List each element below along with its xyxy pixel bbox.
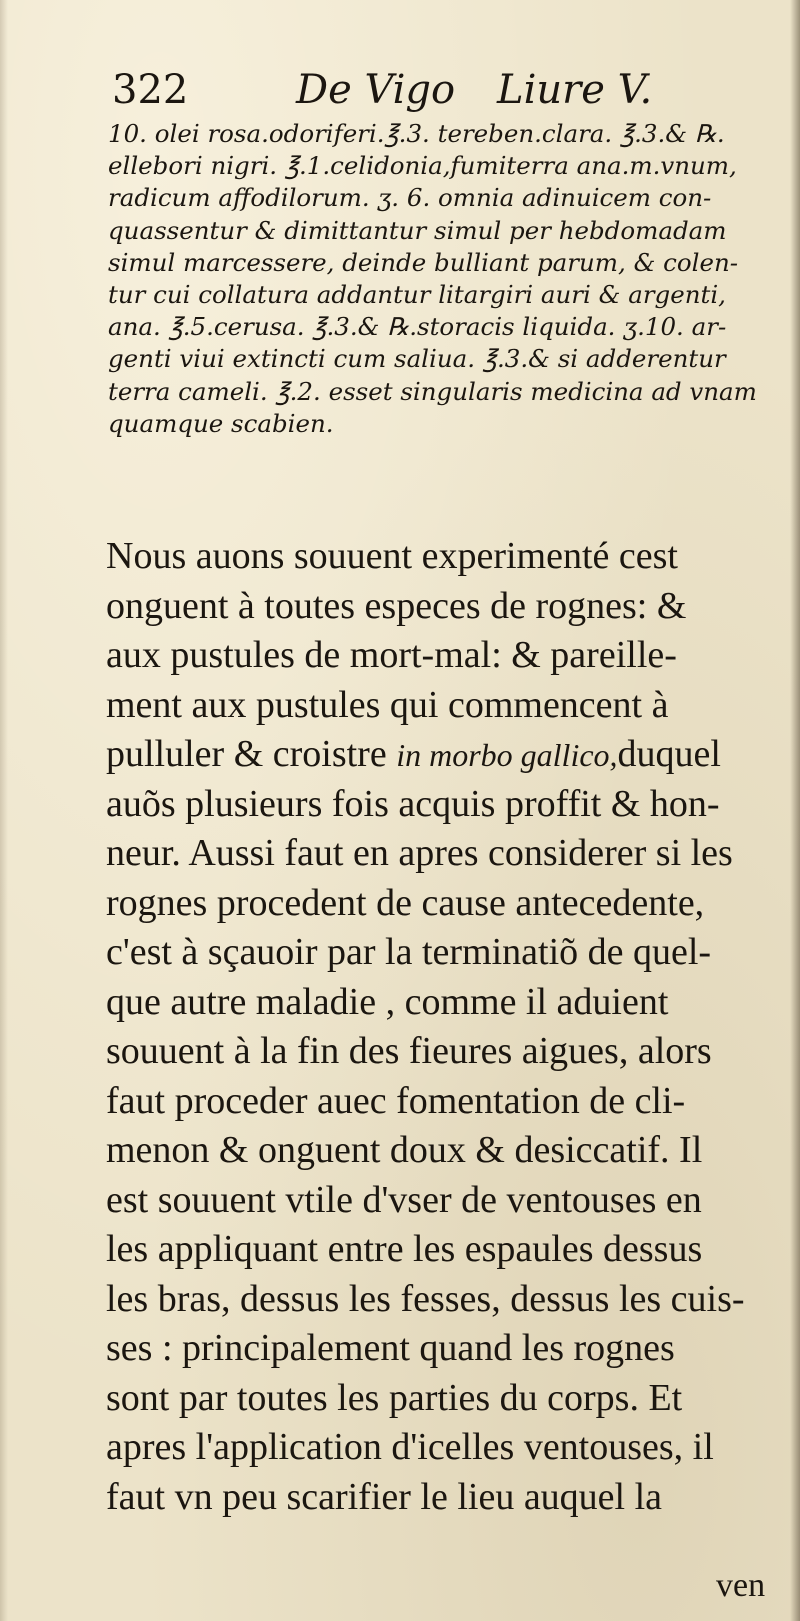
- latin-line: quassentur & dimittantur simul per hebdomadam: [108, 215, 727, 245]
- page-number: 322: [112, 67, 189, 113]
- latin-line: tur cui collatura addantur litargiri auri & argenti,: [108, 279, 726, 309]
- book-label: Liure V.: [497, 67, 653, 113]
- catchword: ven: [716, 1567, 766, 1604]
- french-line: faut vn peu scarifier le lieu auquel la: [106, 1475, 663, 1518]
- latin-line: ellebori nigri. ℥.1.celidonia,fumiterra ana.m.vnum,: [108, 151, 737, 181]
- french-line: c'est à sçauoir par la terminatiõ de quel-: [106, 931, 712, 973]
- french-line: que autre maladie , comme il aduient: [106, 980, 669, 1023]
- french-line: onguent à toutes especes de rognes: &: [106, 584, 687, 627]
- latin-recipe-block: [108, 118, 768, 440]
- french-line: ses : principalement quand les rognes: [106, 1327, 675, 1369]
- french-line: faut proceder auec fomentation de cli-: [106, 1079, 686, 1122]
- page-edge-left: [0, 0, 8, 1621]
- french-line: Nous auons souuent experimenté cest: [106, 535, 678, 577]
- french-line: souuent à la fin des fieures aigues, alors: [106, 1030, 712, 1072]
- latin-line: quamque scabien.: [108, 408, 334, 438]
- french-paragraph: [106, 532, 774, 1522]
- running-header: [112, 62, 762, 118]
- running-title: De Vigo: [296, 67, 456, 113]
- french-line: les bras, dessus les fesses, dessus les cuis-: [106, 1277, 745, 1320]
- page-edge-right: [790, 0, 800, 1621]
- latin-line: simul marcessere, deinde bulliant parum, & colen-: [108, 247, 739, 277]
- french-line: rognes procedent de cause antecedente,: [106, 881, 705, 924]
- french-line: menon & onguent doux & desiccatif. Il: [106, 1129, 703, 1171]
- french-line: est souuent vtile d'vser de ventouses en: [106, 1178, 702, 1221]
- french-line: pulluler & croistre in morbo gallico,duquel: [106, 733, 721, 775]
- french-line: apres l'application d'icelles ventouses, il: [106, 1426, 714, 1468]
- french-line: sont par toutes les parties du corps. Et: [106, 1376, 683, 1419]
- latin-line: ana. ℥.5.cerusa. ℥.3.& ℞.storacis liquida. ʒ.10. ar-: [108, 312, 727, 342]
- latin-line: terra cameli. ℥.2. esset singularis medicina ad vnam: [108, 376, 757, 406]
- latin-line: radicum affodilorum. ʒ. 6. omnia adinuicem con-: [108, 183, 712, 213]
- latin-phrase: in morbo gallico,: [396, 737, 618, 773]
- french-line: auõs plusieurs fois acquis proffit & hon-: [106, 782, 720, 825]
- french-line: neur. Aussi faut en apres considerer si les: [106, 832, 733, 874]
- french-line: les appliquant entre les espaules dessus: [106, 1228, 703, 1270]
- latin-line: genti viui extincti cum saliua. ℥.3.& si adderentur: [108, 344, 726, 374]
- french-line: aux pustules de mort-mal: & pareille-: [106, 634, 677, 676]
- french-line: ment aux pustules qui commencent à: [106, 683, 669, 726]
- latin-line: 10. olei rosa.odoriferi.℥.3. tereben.clara. ℥.3.& ℞.: [108, 119, 725, 148]
